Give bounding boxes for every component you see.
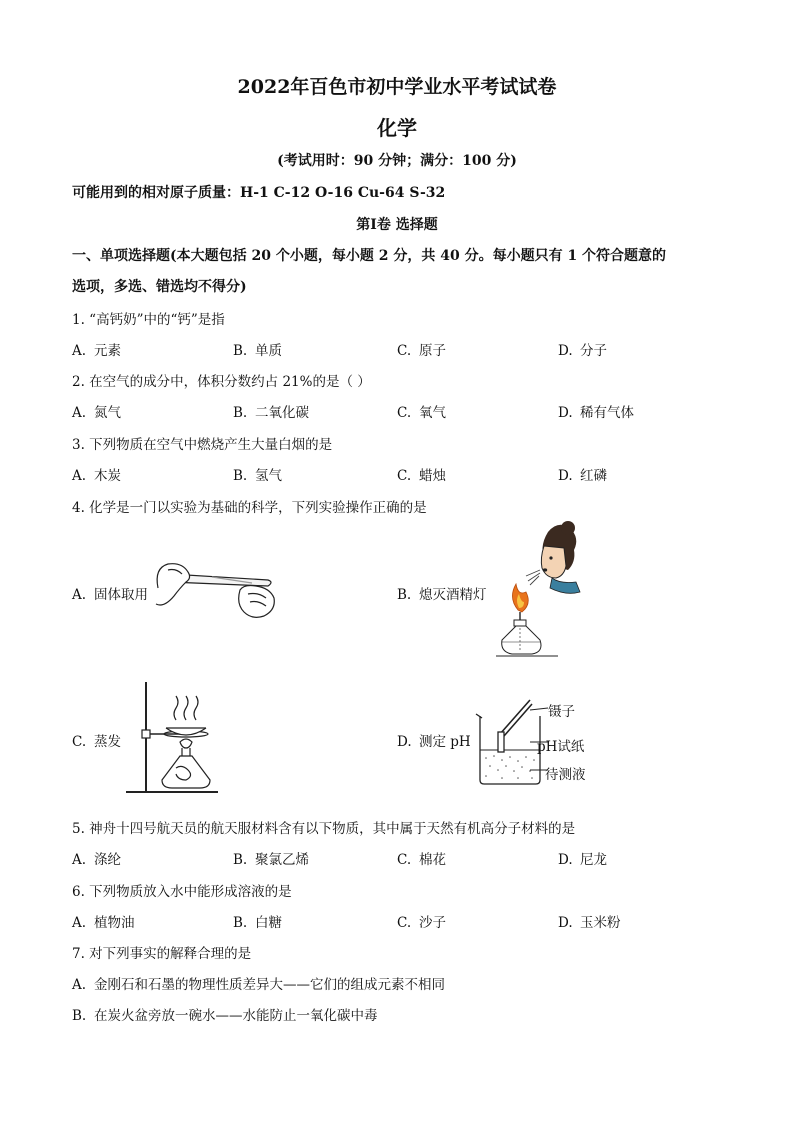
q5-option-d[interactable]: D. 尼龙	[558, 852, 607, 868]
q6-option-c[interactable]: C. 沙子	[397, 915, 446, 931]
ph-paper-label: pH试纸	[537, 739, 585, 755]
q5-option-c[interactable]: C. 棉花	[397, 852, 446, 868]
q4-option-a[interactable]: A. 固体取用	[72, 587, 148, 603]
person-blowing-alcohol-lamp-icon	[488, 518, 584, 662]
q3-option-d[interactable]: D. 红磷	[558, 468, 607, 484]
section-instructions-2: 选项，多选、错选均不得分)	[72, 279, 247, 295]
question-7-stem: 7. 对下列事实的解释合理的是	[72, 946, 252, 962]
q7-option-a[interactable]: A. 金刚石和石墨的物理性质差异大——它们的组成元素不相同	[72, 977, 445, 993]
exam-title: 2022年百色市初中学业水平考试试卷	[237, 76, 557, 98]
q6-option-a[interactable]: A. 植物油	[72, 915, 135, 931]
tweezers-label: 镊子	[548, 704, 575, 720]
q1-option-d[interactable]: D. 分子	[558, 343, 607, 359]
exam-info: (考试用时：90 分钟；满分：100 分)	[277, 153, 517, 169]
q1-option-c[interactable]: C. 原子	[397, 343, 446, 359]
q3-option-a[interactable]: A. 木炭	[72, 468, 121, 484]
section-instructions-1: 一、单项选择题(本大题包括 20 个小题，每小题 2 分，共 40 分。每小题只有 1 个符合题意的	[72, 248, 667, 264]
q3-option-b[interactable]: B. 氢气	[233, 468, 282, 484]
question-4-stem: 4. 化学是一门以实验为基础的科学，下列实验操作正确的是	[72, 500, 427, 516]
question-1-stem: 1. “高钙奶”中的“钙”是指	[72, 312, 225, 328]
q6-option-d[interactable]: D. 玉米粉	[558, 915, 621, 931]
solution-label: 待测液	[545, 767, 586, 783]
question-2-stem: 2. 在空气的成分中，体积分数约占 21%的是（ ）	[72, 374, 371, 390]
q7-option-b[interactable]: B. 在炭火盆旁放一碗水——水能防止一氧化碳中毒	[72, 1008, 378, 1024]
q5-option-a[interactable]: A. 涤纶	[72, 852, 121, 868]
question-3-stem: 3. 下列物质在空气中燃烧产生大量白烟的是	[72, 437, 333, 453]
q3-option-c[interactable]: C. 蜡烛	[397, 468, 446, 484]
subject-title: 化学	[377, 116, 417, 140]
q4-option-b[interactable]: B. 熄灭酒精灯	[397, 587, 487, 603]
q1-option-b[interactable]: B. 单质	[233, 343, 282, 359]
hands-holding-test-tube-icon	[152, 548, 280, 624]
atomic-masses: 可能用到的相对原子质量：H-1 C-12 O-16 Cu-64 S-32	[72, 185, 446, 201]
q2-option-a[interactable]: A. 氮气	[72, 405, 121, 421]
q2-option-c[interactable]: C. 氧气	[397, 405, 446, 421]
q4-option-d[interactable]: D. 测定 pH	[397, 734, 471, 750]
q2-option-d[interactable]: D. 稀有气体	[558, 405, 634, 421]
q1-option-a[interactable]: A. 元素	[72, 343, 121, 359]
q2-option-b[interactable]: B. 二氧化碳	[233, 405, 309, 421]
section-title: 第Ⅰ卷 选择题	[356, 217, 438, 233]
question-6-stem: 6. 下列物质放入水中能形成溶液的是	[72, 884, 292, 900]
question-5-stem: 5. 神舟十四号航天员的航天服材料含有以下物质，其中属于天然有机高分子材料的是	[72, 821, 576, 837]
q5-option-b[interactable]: B. 聚氯乙烯	[233, 852, 309, 868]
evaporating-dish-on-stand-icon	[124, 676, 220, 796]
q6-option-b[interactable]: B. 白糖	[233, 915, 282, 931]
q4-option-c[interactable]: C. 蒸发	[72, 734, 121, 750]
